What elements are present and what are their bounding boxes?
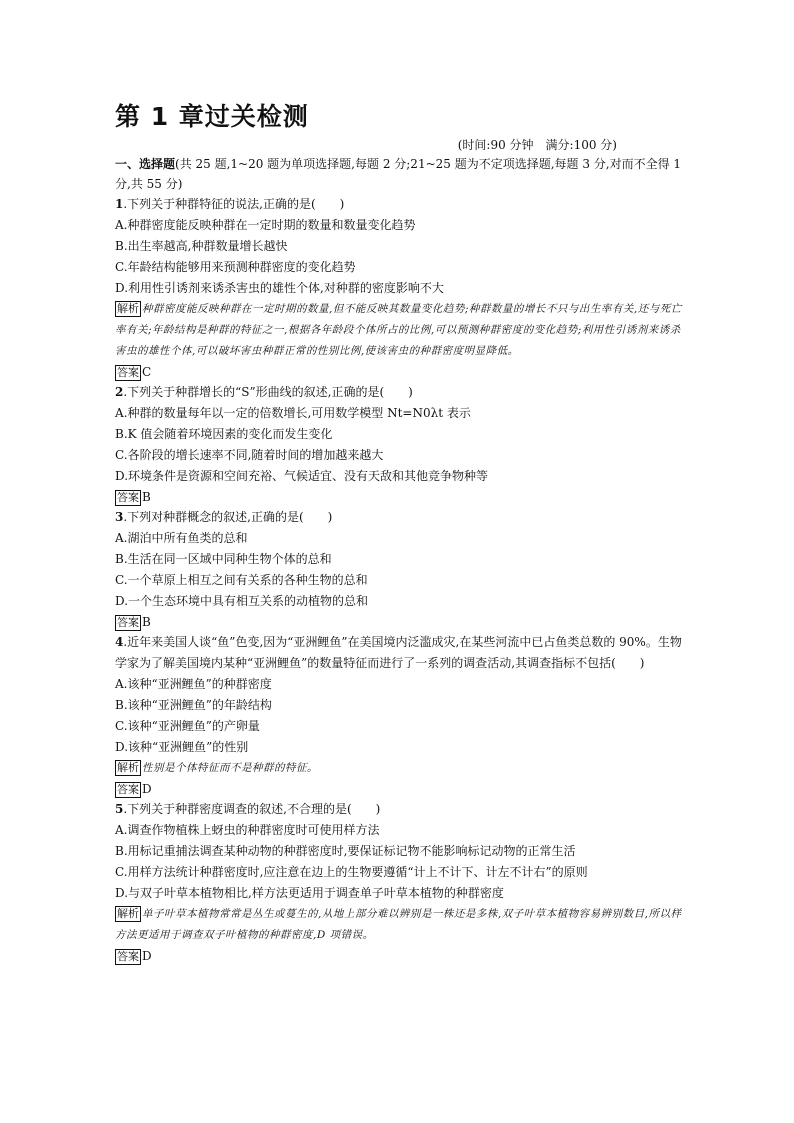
question-2: [115, 382, 685, 507]
explanation: [115, 758, 685, 779]
explanation-text: 性别是个体特征而不是种群的特征。: [142, 762, 318, 774]
option-b: B.用标记重捕法调查某种动物的种群密度时,要保证标记物不能影响标记动物的正常生活: [115, 844, 576, 858]
option-d: D.该种“亚洲鲤鱼”的性别: [115, 740, 249, 754]
question-3: [115, 507, 685, 632]
question-number: 2: [115, 385, 124, 399]
question-stem: [115, 507, 685, 528]
answer: [115, 362, 685, 382]
option-c: C.各阶段的增长速率不同,随着时间的增加越来越大: [115, 448, 384, 462]
option-d: D.利用性引诱剂来诱杀害虫的雄性个体,对种群的密度影响不大: [115, 281, 444, 295]
option-a: A.湖泊中所有鱼类的总和: [115, 531, 248, 545]
option-c: C.年龄结构能够用来预测种群密度的变化趋势: [115, 260, 356, 274]
question-text: .下列关于种群增长的“S”形曲线的叙述,正确的是( ): [123, 385, 413, 399]
question-number: 3: [115, 510, 124, 524]
explanation: [115, 904, 685, 946]
answer-value: B: [142, 490, 151, 504]
question-number: 5: [115, 802, 124, 816]
option-d: D.与双子叶草本植物相比,样方法更适用于调查单子叶草本植物的种群密度: [115, 886, 504, 900]
answer-tag: 答案: [117, 950, 139, 963]
option-a: A.调查作物植株上蚜虫的种群密度时可使用样方法: [115, 823, 380, 837]
option-d: D.环境条件是资源和空间充裕、气候适宜、没有天敌和其他竞争物种等: [115, 469, 489, 483]
question-number: 1: [115, 197, 124, 211]
section-description: (共 25 题,1~20 题为单项选择题,每题 2 分;21~25 题为不定项选择题,每题 3 分,对而不全得 1 分,共 55 分): [115, 157, 682, 191]
answer: [115, 779, 685, 799]
explanation-text: 种群密度能反映种群在一定时期的数量,但不能反映其数量变化趋势;种群数量的增长不只与出生率有关,还与死亡率有关;年龄结构是种群的特征之一,根据各年龄段个体所占的比例,可以预测种群密度的变化趋势;利用性引诱剂来诱杀害虫的雄性个体,可以破坏害虫种群正常的性别比例,使该害虫的种群密度明显降低。: [115, 303, 682, 357]
option-d: D.一个生态环境中具有相互关系的动植物的总和: [115, 594, 369, 608]
answer: [115, 487, 685, 507]
answer-value: B: [142, 615, 151, 629]
option-b: B.生活在同一区域中同种生物个体的总和: [115, 552, 332, 566]
answer-tag: 答案: [117, 366, 139, 379]
option-b: B.该种“亚洲鲤鱼”的年龄结构: [115, 698, 272, 712]
explanation-tag: 解析: [117, 907, 139, 920]
option-c: C.一个草原上相互之间有关系的各种生物的总和: [115, 573, 368, 587]
answer-tag: 答案: [117, 491, 139, 504]
question-stem: [115, 194, 685, 215]
exam-info: (时间:90 分钟 满分:100 分): [457, 138, 617, 152]
option-b: B.出生率越高,种群数量增长越快: [115, 239, 288, 253]
question-5: [115, 799, 685, 966]
option-a: A.该种“亚洲鲤鱼”的种群密度: [115, 677, 272, 691]
question-text: .近年来美国人谈“鱼”色变,因为“亚洲鲤鱼”在美国境内泛滥成灾,在某些河流中已占鱼类总数的 90%。生物学家为了解美国境内某种“亚洲鲤鱼”的数量特征而进行了一系列的调查活动,其调查指标不包括( ): [115, 635, 682, 670]
explanation-tag: 解析: [117, 761, 139, 774]
answer-value: C: [142, 365, 152, 379]
option-c: C.该种“亚洲鲤鱼”的产卵量: [115, 719, 260, 733]
option-c: C.用样方法统计种群密度时,应注意在边上的生物要遵循“计上不计下、计左不计右”的原则: [115, 865, 588, 879]
question-text: .下列关于种群密度调查的叙述,不合理的是( ): [123, 802, 381, 816]
question-text: .下列对种群概念的叙述,正确的是( ): [123, 510, 333, 524]
question-stem: [115, 632, 685, 674]
option-a: A.种群的数量每年以一定的倍数增长,可用数学模型 Nt=N0λt 表示: [115, 406, 471, 420]
answer-value: D: [142, 949, 152, 963]
option-b: B.K 值会随着环境因素的变化而发生变化: [115, 427, 333, 441]
answer-tag: 答案: [117, 783, 139, 796]
answer: [115, 612, 685, 632]
answer-tag: 答案: [117, 616, 139, 629]
answer: [115, 946, 685, 966]
explanation-tag: 解析: [117, 302, 139, 315]
question-number: 4: [115, 635, 124, 649]
page-title: 第 1 章过关检测: [115, 102, 309, 131]
question-stem: [115, 799, 685, 820]
section-heading: 一、选择题: [115, 157, 176, 171]
document-content: [115, 100, 685, 966]
question-stem: [115, 382, 685, 403]
question-4: [115, 632, 685, 799]
section-header: [115, 154, 685, 194]
answer-value: D: [142, 782, 152, 796]
option-a: A.种群密度能反映种群在一定时期的数量和数量变化趋势: [115, 218, 416, 232]
question-text: .下列关于种群特征的说法,正确的是( ): [123, 197, 345, 211]
question-1: [115, 194, 685, 382]
explanation-text: 单子叶草本植物常常是丛生或蔓生的,从地上部分难以辨别是一株还是多株,双子叶草本植物容易辨别数目,所以样方法更适用于调查双子叶植物的种群密度,D 项错误。: [115, 908, 682, 941]
explanation: [115, 299, 685, 362]
